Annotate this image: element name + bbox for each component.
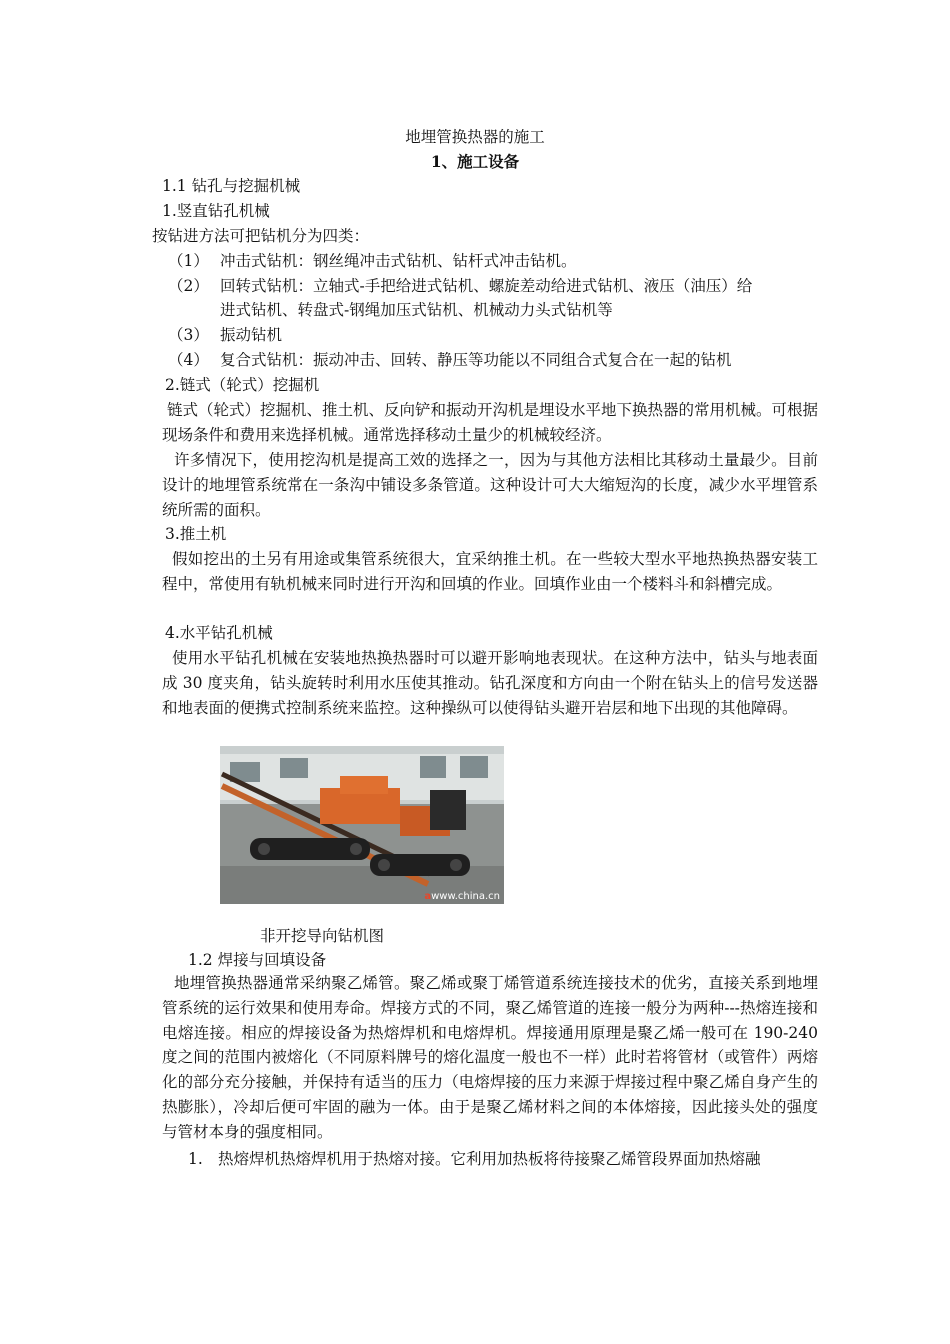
watermark: awww.china.cn <box>424 891 500 902</box>
drilling-rig-photo <box>220 746 504 904</box>
subsection-heading: 1.竖直钻孔机械 <box>162 202 270 220</box>
paragraph: 按钻进方法可把钻机分为四类： <box>152 227 370 245</box>
list-item: 热熔焊机热熔焊机用于热熔对接。它利用加热板将待接聚乙烯管段界面加热熔融 <box>218 1150 761 1168</box>
subsection-heading: 3.推土机 <box>165 525 227 543</box>
list-number: 1. <box>188 1150 203 1168</box>
list-item-continuation: 进式钻机、转盘式-钢绳加压式钻机、机械动力头式钻机等 <box>220 301 613 319</box>
subsection-heading: 4.水平钻孔机械 <box>165 624 273 642</box>
list-number: （4） <box>168 351 209 369</box>
paragraph: 地埋管换热器通常采纳聚乙烯管。聚乙烯或聚丁烯管道系统连接技术的优劣，直接关系到地埋管系统的运行效果和使用寿命。焊接方式的不同，聚乙烯管道的连接一般分为两种---热熔连接和电熔连接。相应的焊接设备为热熔焊机和电熔焊机。焊接通用原理是聚乙烯一般可在 190-240 度之间的范围内被熔化（不同原料牌号的熔化温度一般也不一样）此时若将管材（或管件）两熔化的部分充分接触，并保持有适当的压力（电熔焊接的压力来源于焊接过程中聚乙烯自身产生的热膨胀），冷却后便可牢固的融为一体。由于是聚乙烯材料之间的本体熔接，因此接头处的强度与管材本身的强度相同。 <box>162 974 818 1141</box>
subsection-heading: 2.链式（轮式）挖掘机 <box>165 376 320 394</box>
paragraph: 使用水平钻孔机械在安装地热换热器时可以避开影响地表现状。在这种方法中，钻头与地表面成 30 度夹角，钻头旋转时利用水压使其推动。钻孔深度和方向由一个附在钻头上的信号发送器和地表面的便携式控制系统来监控。这种操纵可以使得钻头避开岩层和地下出现的其他障碍。 <box>162 649 818 717</box>
list-number: （3） <box>168 326 209 344</box>
document-title: 地埋管换热器的施工 <box>405 128 545 146</box>
paragraph: 链式（轮式）挖掘机、推土机、反向铲和振动开沟机是埋设水平地下换热器的常用机械。可根据现场条件和费用来选择机械。通常选择移动土量少的机械较经济。 <box>162 401 819 444</box>
figure-caption: 非开挖导向钻机图 <box>260 927 385 945</box>
list-item: 振动钻机 <box>220 326 283 344</box>
subsection-heading: 1.1 钻孔与挖掘机械 <box>162 177 301 195</box>
list-item: 回转式钻机：立轴式-手把给进式钻机、螺旋差动给进式钻机、液压（油压）给 <box>220 277 753 295</box>
list-item: 冲击式钻机：钢丝绳冲击式钻机、钻杆式冲击钻机。 <box>220 252 577 270</box>
paragraph: 许多情况下，使用挖沟机是提高工效的选择之一，因为与其他方法相比其移动土量最少。目前设计的地埋管系统常在一条沟中铺设多条管道。这种设计可大大缩短沟的长度，减少水平埋管系统所需的面积。 <box>162 451 818 519</box>
list-number: （2） <box>168 277 209 295</box>
section-heading: 1、施工设备 <box>430 152 520 171</box>
list-number: （1） <box>168 252 209 270</box>
list-item: 复合式钻机：振动冲击、回转、静压等功能以不同组合式复合在一起的钻机 <box>220 351 732 369</box>
paragraph: 假如挖出的土另有用途或集管系统很大，宜采纳推土机。在一些较大型水平地热换热器安装工程中，常使用有轨机械来同时进行开沟和回填的作业。回填作业由一个楼料斗和斜槽完成。 <box>162 550 818 593</box>
subsection-heading: 1.2 焊接与回填设备 <box>188 951 327 969</box>
